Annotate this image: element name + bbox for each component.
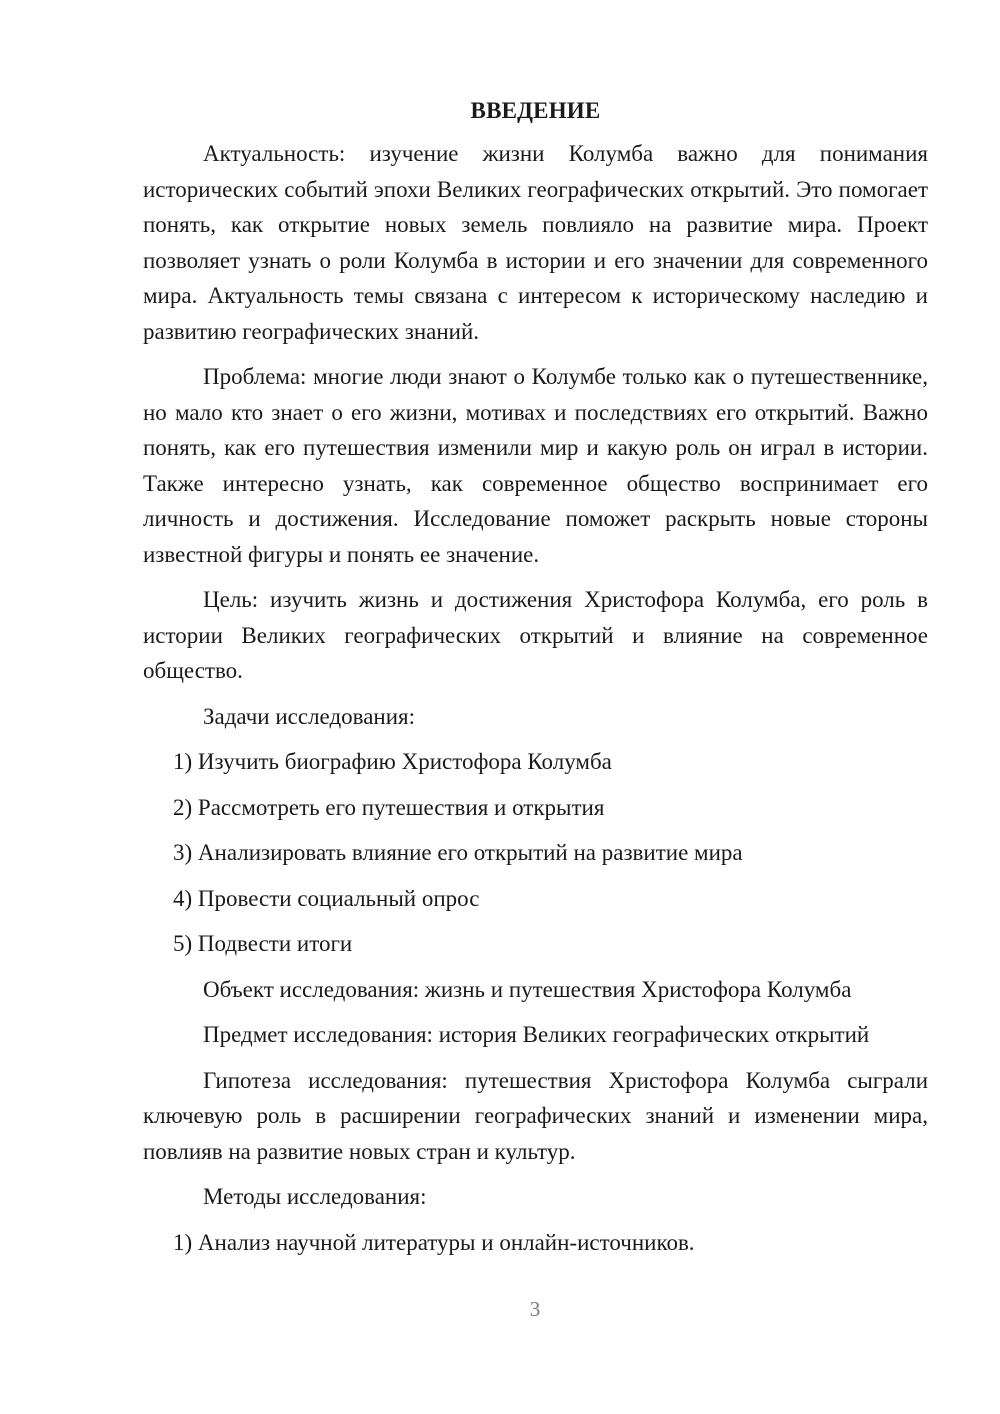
- research-object: Объект исследования: жизнь и путешествия Христофора Колумба: [203, 976, 852, 1002]
- method-item: 1) Анализ научной литературы и онлайн-источников.: [173, 1229, 695, 1255]
- task-item: 4) Провести социальный опрос: [173, 885, 480, 911]
- problem-paragraph: Проблема: многие люди знают о Колумбе только как о путешественнике, но мало кто знает о его жизни, мотивах и последствиях его открытий. Важно понять, как его путешествия изменили мир и какую роль он играл в истории. Также интересно узнать, как современное общество воспринимает его личность и достижения. Исследование поможет раскрыть новые стороны известной фигуры и понять ее значение.: [143, 364, 928, 567]
- task-item: 1) Изучить биографию Христофора Колумба: [173, 749, 612, 774]
- goal-paragraph: Цель: изучить жизнь и достижения Христофора Колумба, его роль в истории Великих географических открытий и влияние на современное общество.: [143, 587, 928, 683]
- task-item: 3) Анализировать влияние его открытий на развитие мира: [173, 840, 743, 865]
- page-title: ВВЕДЕНИЕ: [470, 98, 601, 123]
- task-item: 5) Подвести итоги: [173, 931, 353, 956]
- relevance-paragraph: Актуальность: изучение жизни Колумба важно для понимания исторических событий эпохи Великих географических открытий. Это помогает понять, как открытие новых земель повлияло на развитие мира. Проект позволяет узнать о роли Колумба в истории и его значении для современного мира. Актуальность темы связана с интересом к историческому наследию и развитию географических знаний.: [143, 141, 928, 344]
- task-item: 2) Рассмотреть его путешествия и открытия: [173, 794, 605, 820]
- research-subject: Предмет исследования: история Великих географических открытий: [203, 1022, 870, 1047]
- page-content: [143, 96, 928, 1270]
- page-number: 3: [529, 1297, 541, 1321]
- methods-heading: Методы исследования:: [203, 1184, 427, 1209]
- tasks-heading: Задачи исследования:: [203, 703, 416, 729]
- hypothesis-paragraph: Гипотеза исследования: путешествия Христофора Колумба сыграли ключевую роль в расширении географических знаний и изменении мира, повлияв на развитие новых стран и культур.: [143, 1067, 928, 1164]
